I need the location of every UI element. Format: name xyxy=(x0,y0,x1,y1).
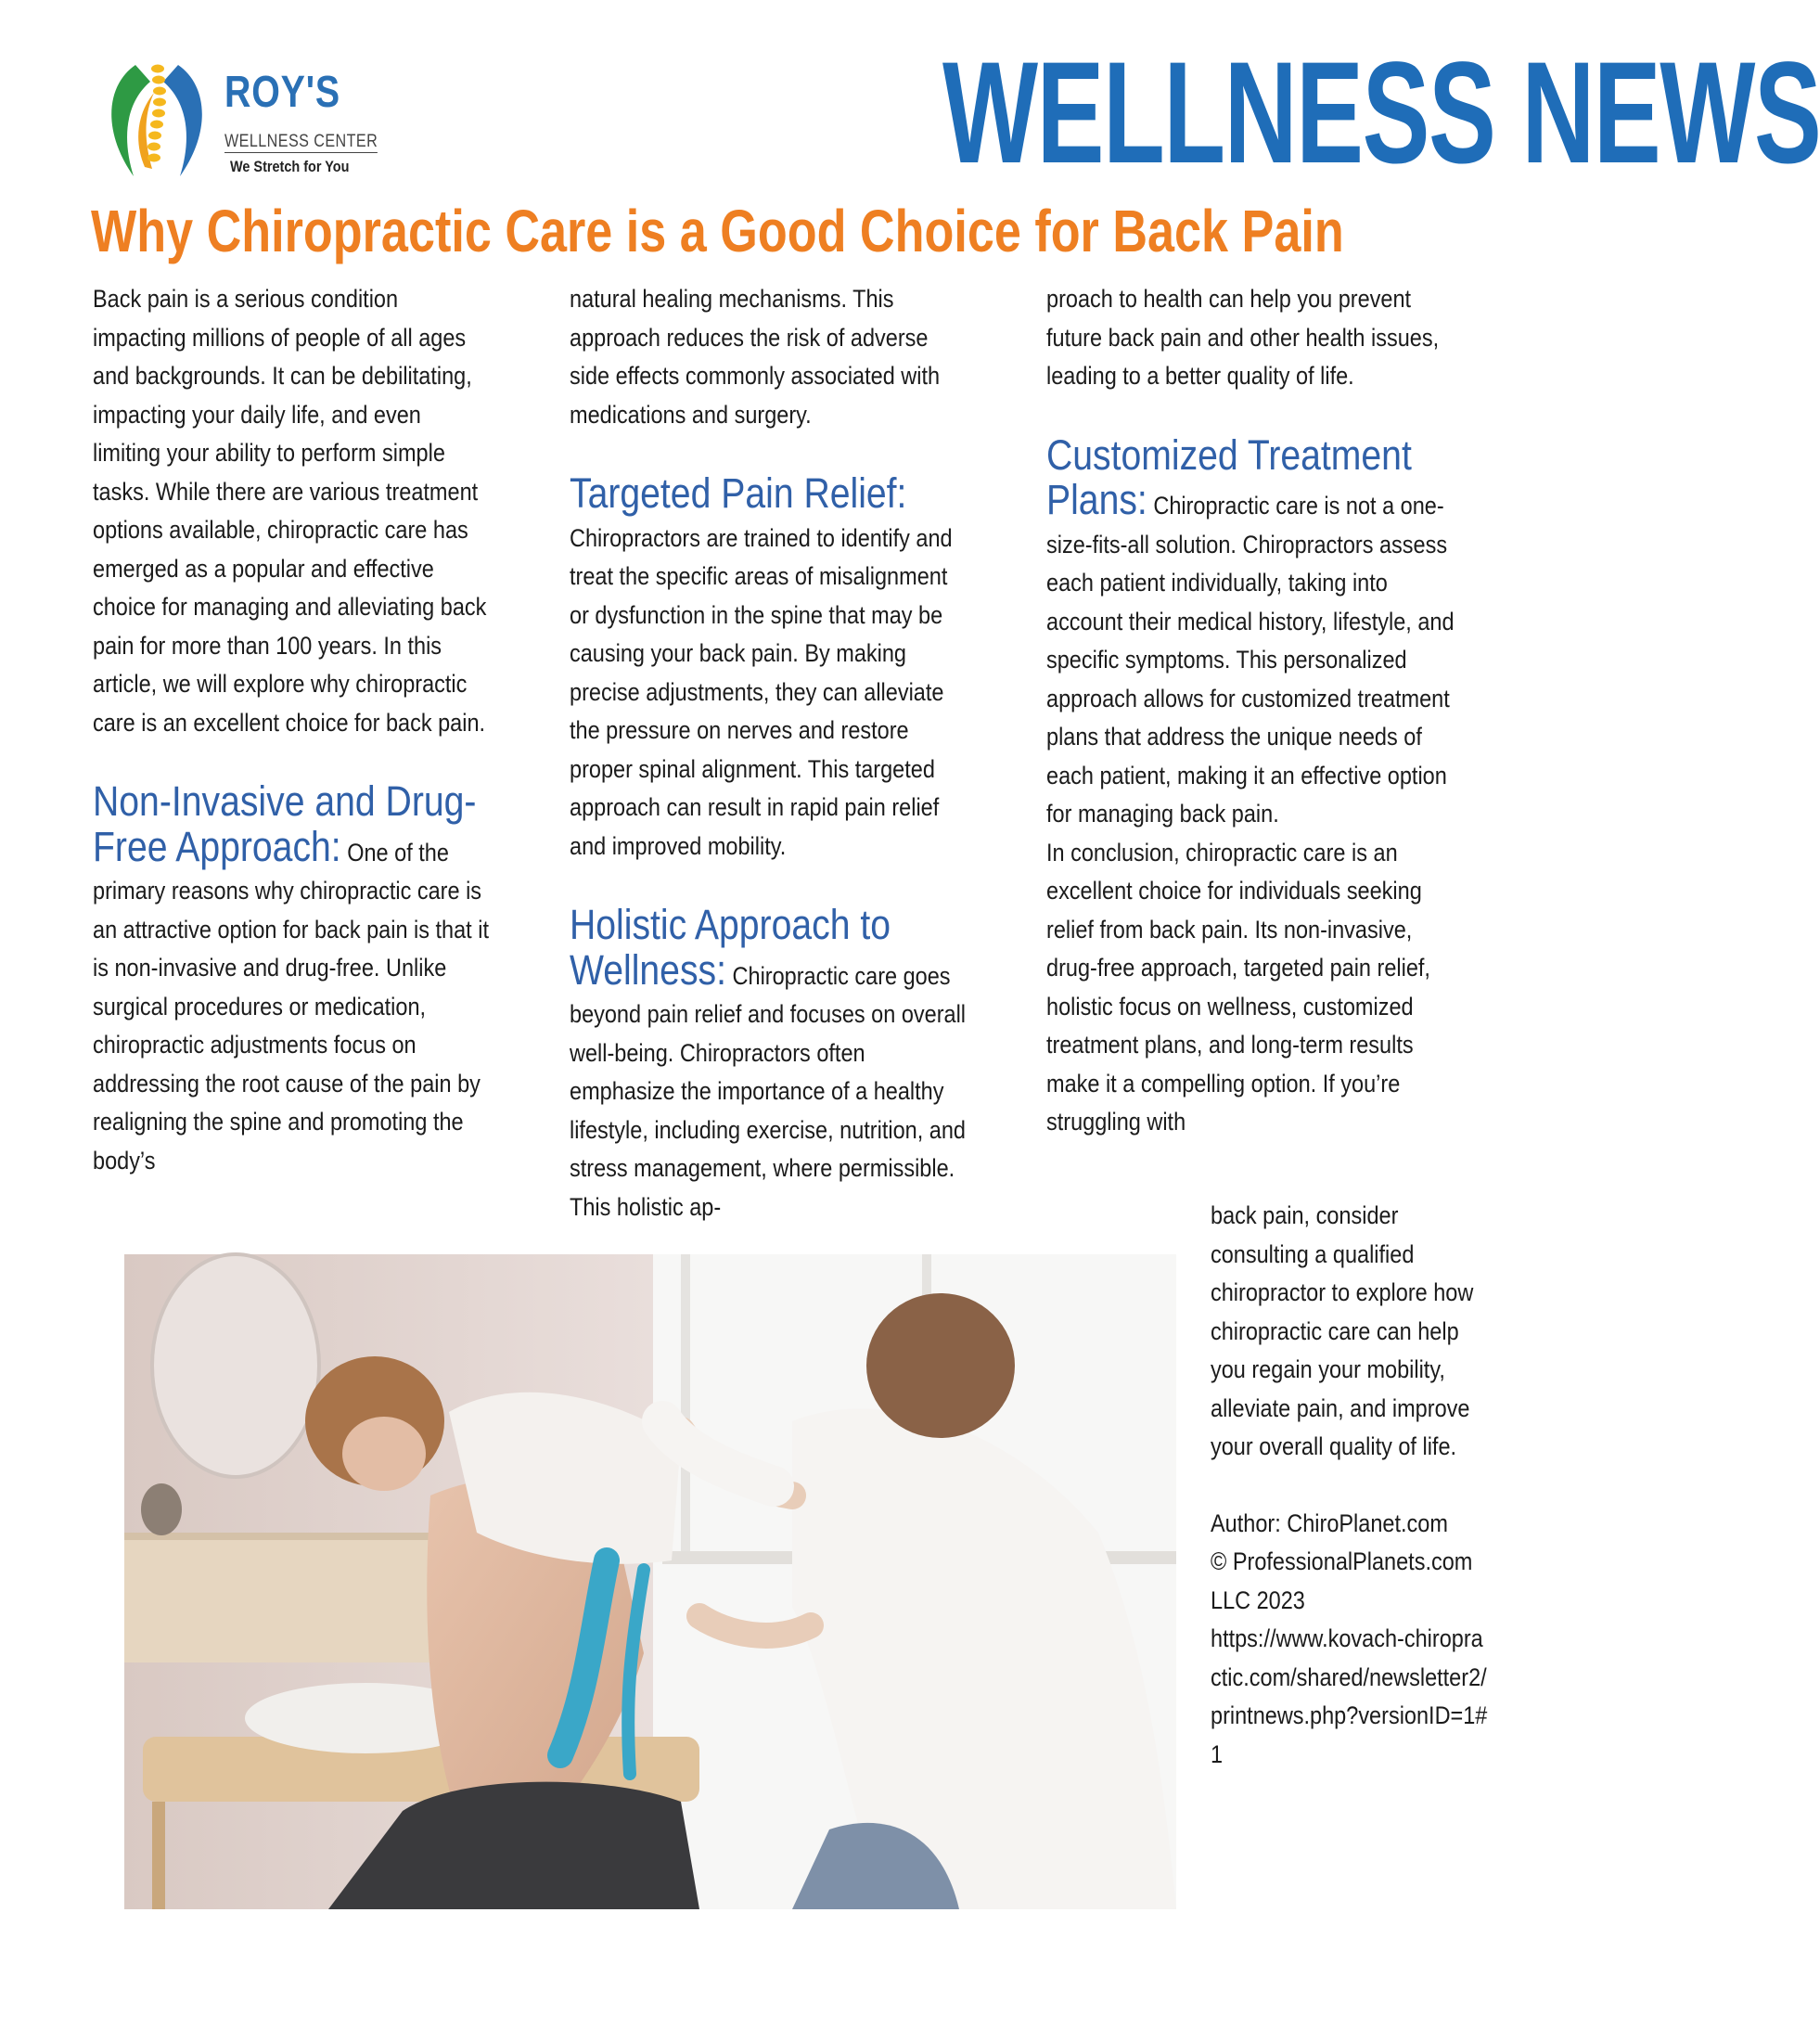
section-body: Chiropractors are trained to identify and treat the specific areas of misalignment or dysfunction in the spine that may be causing your back pain. By making precise adjustments, they can alleviate the pressure on nerves and restore proper spinal alignment. This targeted approach can result in rapid pain relief and improved mobility. xyxy=(570,523,953,860)
logo-name: ROY'S xyxy=(224,68,341,117)
spine-logo-icon xyxy=(96,58,217,184)
section-non-invasive xyxy=(93,777,492,1180)
photo-illustration xyxy=(124,1254,1176,1909)
logo xyxy=(96,58,378,184)
article-headline: Why Chiropractic Care is a Good Choice for Back Pain xyxy=(91,198,1344,264)
conclusion-and-credits xyxy=(1211,1197,1489,1774)
column-2 xyxy=(570,280,968,1226)
logo-tagline: We Stretch for You xyxy=(230,158,350,175)
author-credit: Author: ChiroPlanet.com xyxy=(1211,1508,1448,1537)
copyright-credit: © ProfessionalPlanets.com LLC 2023 xyxy=(1211,1547,1473,1614)
section-title: Non-Invasive and Drug-Free Approach: xyxy=(93,777,477,870)
column-3 xyxy=(1046,280,1464,1142)
conclusion-paragraph: In conclusion, chiropractic care is an excellent choice for individuals seeking relief from back pain. Its non-invasive, drug-free approach, targeted pain relief, holistic focus on wellness, customized treatment plans, and long-term results make it a compelling option. If you’re struggling with xyxy=(1046,838,1430,1136)
continuation-paragraph: natural healing mechanisms. This approach reduces the risk of adverse side effects commonly associated with medications and surgery. xyxy=(570,285,941,429)
section-customized-treatment xyxy=(1046,430,1464,834)
source-url: https://www.kovach-chiropractic.com/shared/newsletter2/printnews.php?versionID=1#1 xyxy=(1211,1624,1488,1768)
section-title: Targeted Pain Relief: xyxy=(570,469,907,517)
section-body: Chiropractic care goes beyond pain relief and focuses on overall well-being. Chiropractors often emphasize the importance of a healthy lifestyle, including exercise, nutrition, and stress management, where permissible. This holistic ap- xyxy=(570,961,967,1221)
conclusion-end: back pain, consider consulting a qualified chiropractor to explore how chiropractic care can help you regain your mobility, alleviate pain, and improve your overall quality of life. xyxy=(1211,1201,1474,1460)
chiropractic-treatment-photo xyxy=(124,1254,1176,1909)
continuation-paragraph: proach to health can help you prevent future back pain and other health issues, leading to a better quality of life. xyxy=(1046,285,1440,390)
intro-paragraph: Back pain is a serious condition impacting millions of people of all ages and backgrounds. It can be debilitating, impacting your daily life, and even limiting your ability to perform simple tasks. While there are various treatment options available, chiropractic care has emerged as a popular and effective choice for managing and alleviating back pain for more than 100 years. In this article, we will explore why chiropractic care is an excellent choice for back pain. xyxy=(93,285,487,737)
section-body: One of the primary reasons why chiropractic care is an attractive option for back pain is that it is non-invasive and drug-free. Unlike surgical procedures or medication, chiropractic adjustments focus on addressing the root cause of the pain by realigning the spine and promoting the body’s xyxy=(93,838,489,1175)
section-targeted-pain-relief xyxy=(570,469,968,866)
masthead: WELLNESS NEWS xyxy=(942,32,1820,194)
logo-subtitle: WELLNESS CENTER xyxy=(224,132,378,151)
section-title: Customized Treatment Plans: xyxy=(1046,430,1412,523)
section-title: Holistic Approach to Wellness: xyxy=(570,901,891,994)
section-holistic-approach xyxy=(570,901,968,1226)
column-1 xyxy=(93,280,492,1180)
section-body: Chiropractic care is not a one-size-fits-all solution. Chiropractors assess each patient individually, taking into account their medical history, lifestyle, and specific symptoms. This personalized approach allows for customized treatment plans that address the unique needs of each patient, making it an effective option for managing back pain. xyxy=(1046,492,1455,828)
